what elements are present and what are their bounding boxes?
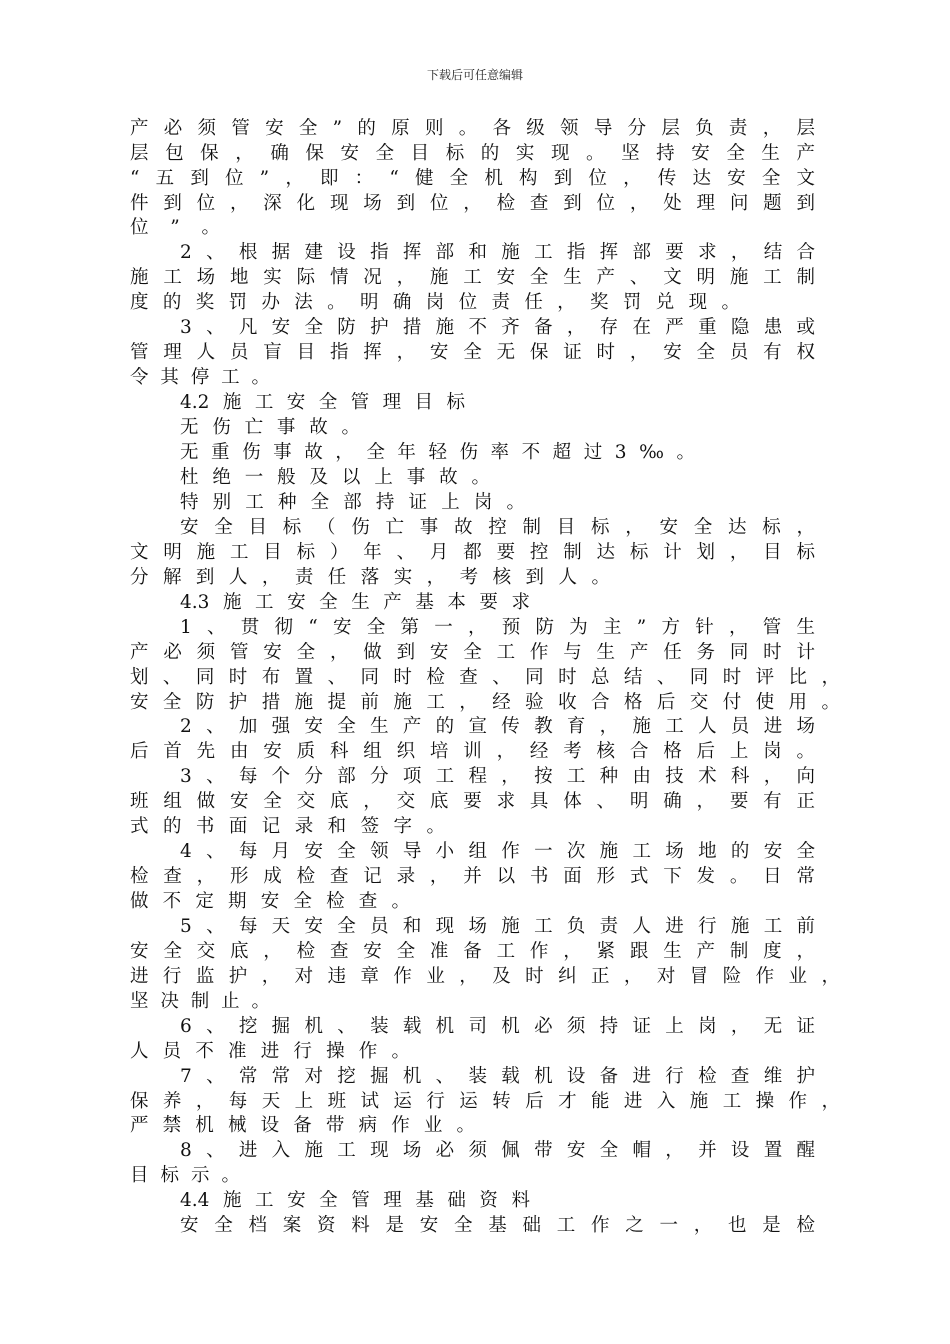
text-line: 令其停工。	[130, 367, 270, 388]
text-line: 分解到人，责任落实，考核到人。	[130, 567, 610, 588]
text-line: 产必须管安全”的原则。各级领导分层负责，层	[130, 118, 815, 139]
text-line: 特别工种全部持证上岗。	[180, 492, 525, 513]
text-line: 5、每天安全员和现场施工负责人进行施工前	[180, 916, 815, 937]
text-line: 产必须管安全，做到安全工作与生产任务同时计	[130, 642, 815, 663]
text-line: 6、挖掘机、装载机司机必须持证上岗，无证	[180, 1016, 815, 1037]
text-line: 2、根据建设指挥部和施工指挥部要求，结合	[180, 242, 815, 263]
text-line: 安全档案资料是安全基础工作之一，也是检	[180, 1215, 815, 1236]
section-heading: 4.4施工安全管理基础资料	[180, 1190, 530, 1211]
text-line: 位”。	[130, 217, 220, 238]
text-line: 安全目标（伤亡事故控制目标，安全达标，	[180, 517, 815, 538]
text-line: 式的书面记录和签字。	[130, 816, 445, 837]
text-line: 做不定期安全检查。	[130, 891, 410, 912]
text-line: 件到位，深化现场到位，检查到位，处理问题到	[130, 193, 815, 214]
text-line: 层包保，确保安全目标的实现。坚持安全生产	[130, 143, 815, 164]
text-line: 人员不准进行操作。	[130, 1041, 410, 1062]
text-line: 安全防护措施提前施工，经验收合格后交付使用。	[130, 692, 840, 713]
text-line: 杜绝一般及以上事故。	[180, 467, 490, 488]
text-line: 3、每个分部分项工程，按工种由技术科，向	[180, 766, 815, 787]
text-line: 检查，形成检查记录，并以书面形式下发。日常	[130, 866, 815, 887]
text-line: 无伤亡事故。	[180, 417, 360, 438]
text-line: 无重伤事故，全年轻伤率不超过3‰。	[180, 442, 695, 463]
text-line: 3、凡安全防护措施不齐备，存在严重隐患或	[180, 317, 815, 338]
text-line: 安全交底，检查安全准备工作，紧跟生产制度，	[130, 941, 815, 962]
text-line: 2、加强安全生产的宣传教育，施工人员进场	[180, 716, 815, 737]
text-line: 目标示。	[130, 1165, 240, 1186]
text-line: 坚决制止。	[130, 991, 270, 1012]
section-heading: 4.2施工安全管理目标	[180, 392, 465, 413]
page-header: 下载后可任意编辑	[426, 68, 523, 82]
section-heading: 4.3施工安全生产基本要求	[180, 592, 530, 613]
text-line: 管理人员盲目指挥，安全无保证时，安全员有权	[130, 342, 815, 363]
text-line: 4、每月安全领导小组作一次施工场地的安全	[180, 841, 815, 862]
text-line: 进行监护，对违章作业，及时纠正，对冒险作业，	[130, 966, 840, 987]
text-line: 8、进入施工现场必须佩带安全帽，并设置醒	[180, 1140, 815, 1161]
text-line: 1、贯彻“安全第一，预防为主”方针，管生	[180, 617, 815, 638]
text-line: “五到位”，即：“健全机构到位，传达安全文	[130, 168, 815, 189]
text-line: 施工场地实际情况，施工安全生产、文明施工制	[130, 267, 815, 288]
text-line: 保养，每天上班试运行运转后才能进入施工操作，	[130, 1091, 840, 1112]
text-line: 后首先由安质科组织培训，经考核合格后上岗。	[130, 741, 815, 762]
text-line: 度的奖罚办法。明确岗位责任，奖罚兑现。	[130, 292, 740, 313]
text-line: 划、同时布置、同时检查、同时总结、同时评比，	[130, 667, 840, 688]
text-line: 文明施工目标）年、月都要控制达标计划，目标	[130, 542, 815, 563]
text-line: 班组做安全交底，交底要求具体、明确，要有正	[130, 791, 815, 812]
text-line: 7、常常对挖掘机、装载机设备进行检查维护	[180, 1066, 815, 1087]
text-line: 严禁机械设备带病作业。	[130, 1115, 475, 1136]
